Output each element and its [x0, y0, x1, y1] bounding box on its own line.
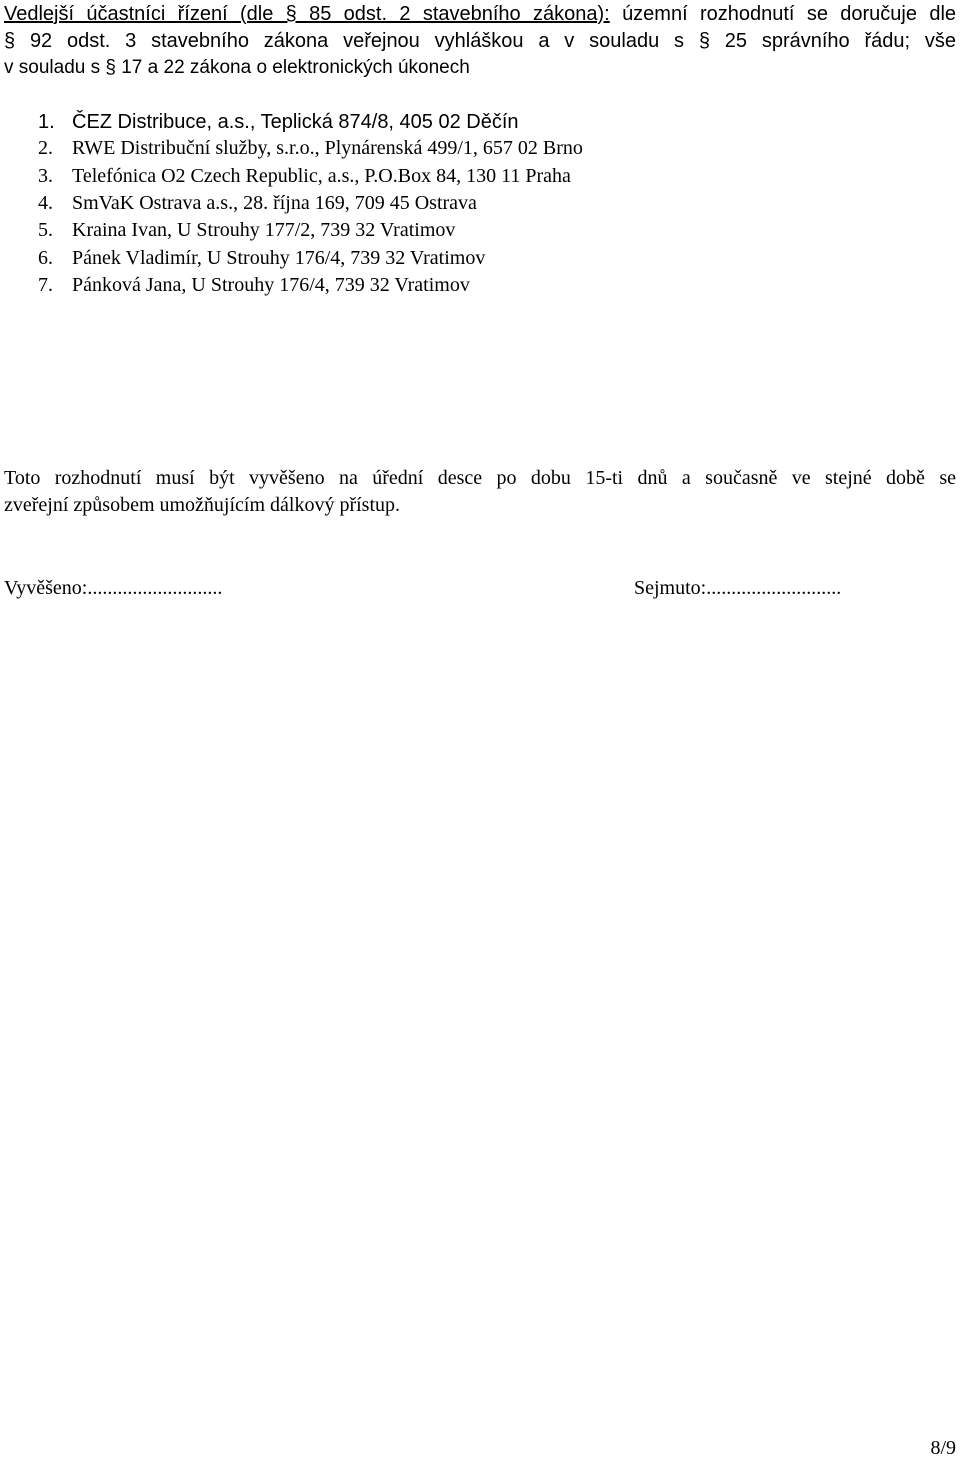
list-item	[38, 191, 477, 215]
intro-line-1-rest: územní rozhodnutí se doručuje dle	[622, 3, 957, 25]
list-item-number: 4.	[38, 192, 53, 214]
list-item-text: ČEZ Distribuce, a.s., Teplická 874/8, 405 02 Děčín	[72, 111, 519, 133]
list-item-number: 1.	[38, 111, 55, 133]
list-item	[38, 218, 455, 242]
list-item	[38, 246, 485, 270]
list-item-text: Telefónica O2 Czech Republic, a.s., P.O.Box 84, 130 11 Praha	[72, 165, 571, 187]
list-item-number: 5.	[38, 219, 53, 241]
intro-line-2: § 92 odst. 3 stavebního zákona veřejnou vyhláškou a v souladu s § 25 správního řádu; vše	[4, 30, 956, 52]
participants-heading: Vedlejší účastníci řízení (dle § 85 odst. 2 stavebního zákona):	[4, 3, 610, 25]
list-item-number: 3.	[38, 165, 53, 187]
list-item-number: 6.	[38, 247, 53, 269]
list-item-text: Pánek Vladimír, U Strouhy 176/4, 739 32 Vratimov	[72, 247, 486, 269]
list-item	[38, 110, 519, 134]
notice-line-1: Toto rozhodnutí musí být vyvěšeno na úřední desce po dobu 15-ti dnů a současně ve stejné době se	[4, 467, 956, 489]
list-item-text: Pánková Jana, U Strouhy 176/4, 739 32 Vratimov	[72, 274, 470, 296]
list-item-number: 2.	[38, 137, 53, 159]
intro-line-3: v souladu s § 17 a 22 zákona o elektronických úkonech	[4, 57, 470, 78]
notice-line-2: zveřejní způsobem umožňujícím dálkový přístup.	[4, 494, 401, 516]
list-item-number: 7.	[38, 274, 53, 296]
intro-line-1	[4, 2, 956, 26]
posted-field: Vyvěšeno:...........................	[4, 577, 223, 599]
list-item-text: RWE Distribuční služby, s.r.o., Plynárenská 499/1, 657 02 Brno	[72, 137, 583, 159]
list-item	[38, 273, 470, 297]
list-item-text: SmVaK Ostrava a.s., 28. října 169, 709 45 Ostrava	[72, 192, 477, 214]
list-item-text: Kraina Ivan, U Strouhy 177/2, 739 32 Vratimov	[72, 219, 456, 241]
page-number: 8/9	[930, 1437, 956, 1459]
removed-field: Sejmuto:...........................	[634, 577, 842, 599]
list-item	[38, 164, 571, 188]
list-item	[38, 136, 583, 160]
